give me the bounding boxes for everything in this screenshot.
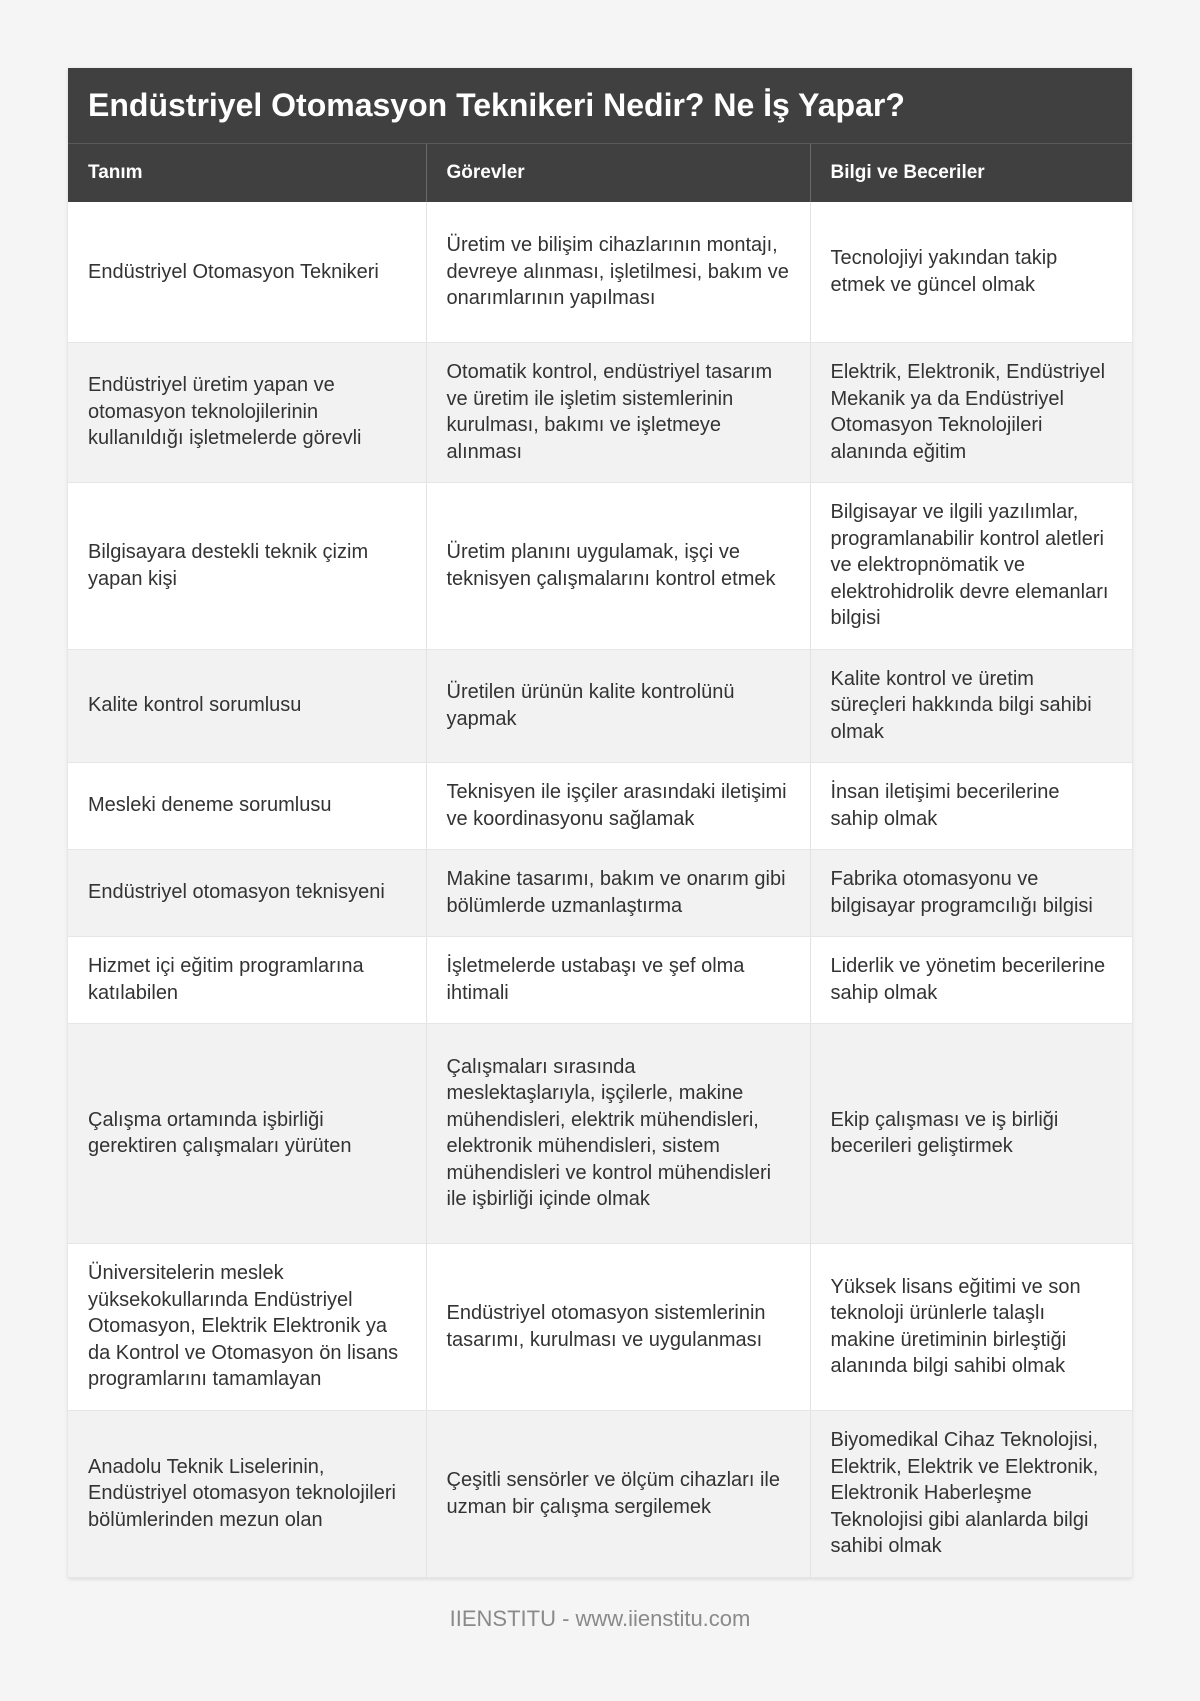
table-row xyxy=(68,649,1132,762)
table-cell: Endüstriyel otomasyon sistemlerinin tasarımı, kurulması ve uygulanması xyxy=(426,1243,810,1410)
table-cell: Endüstriyel Otomasyon Teknikeri xyxy=(68,202,426,342)
table-cell: Mesleki deneme sorumlusu xyxy=(68,762,426,849)
table-cell: Kalite kontrol sorumlusu xyxy=(68,649,426,762)
table-cell: Elektrik, Elektronik, Endüstriyel Mekanik ya da Endüstriyel Otomasyon Teknolojileri alanında eğitim xyxy=(810,342,1132,482)
table-cell: Üretilen ürünün kalite kontrolünü yapmak xyxy=(426,649,810,762)
table-cell: Bilgisayar ve ilgili yazılımlar, programlanabilir kontrol aletleri ve elektropnömatik ve elektrohidrolik devre elemanları bilgisi xyxy=(810,482,1132,649)
table-cell: Biyomedikal Cihaz Teknolojisi, Elektrik, Elektrik ve Elektronik, Elektronik Haberleşme Teknolojisi gibi alanlarda bilgi sahibi olmak xyxy=(810,1410,1132,1577)
table-cell: İşletmelerde ustabaşı ve şef olma ihtimali xyxy=(426,936,810,1023)
content-card xyxy=(68,68,1132,1578)
table-cell: Makine tasarımı, bakım ve onarım gibi bölümlerde uzmanlaştırma xyxy=(426,849,810,936)
table-cell: Teknisyen ile işçiler arasındaki iletişimi ve koordinasyonu sağlamak xyxy=(426,762,810,849)
column-header-gorevler: Görevler xyxy=(426,144,810,202)
table-cell: Endüstriyel otomasyon teknisyeni xyxy=(68,849,426,936)
table-cell: Anadolu Teknik Liselerinin, Endüstriyel otomasyon teknolojileri bölümlerinden mezun olan xyxy=(68,1410,426,1577)
table-row xyxy=(68,1410,1132,1577)
info-table xyxy=(68,144,1132,1578)
table-cell: Çalışma ortamında işbirliği gerektiren çalışmaları yürüten xyxy=(68,1023,426,1243)
table-cell: Bilgisayara destekli teknik çizim yapan kişi xyxy=(68,482,426,649)
table-header-row xyxy=(68,144,1132,202)
table-cell: Yüksek lisans eğitimi ve son teknoloji ürünlerle talaşlı makine üretiminin birleştiği alanında bilgi sahibi olmak xyxy=(810,1243,1132,1410)
table-cell: Hizmet içi eğitim programlarına katılabilen xyxy=(68,936,426,1023)
table-cell: Üretim planını uygulamak, işçi ve teknisyen çalışmalarını kontrol etmek xyxy=(426,482,810,649)
table-cell: Fabrika otomasyonu ve bilgisayar programcılığı bilgisi xyxy=(810,849,1132,936)
table-row xyxy=(68,1243,1132,1410)
column-header-tanim: Tanım xyxy=(68,144,426,202)
table-row xyxy=(68,936,1132,1023)
column-header-bilgi-beceriler: Bilgi ve Beceriler xyxy=(810,144,1132,202)
table-cell: Üniversitelerin meslek yüksekokullarında Endüstriyel Otomasyon, Elektrik Elektronik ya da Kontrol ve Otomasyon ön lisans programlarını tamamlayan xyxy=(68,1243,426,1410)
table-cell: Çeşitli sensörler ve ölçüm cihazları ile uzman bir çalışma sergilemek xyxy=(426,1410,810,1577)
table-cell: Kalite kontrol ve üretim süreçleri hakkında bilgi sahibi olmak xyxy=(810,649,1132,762)
table-row xyxy=(68,1023,1132,1243)
table-row xyxy=(68,762,1132,849)
table-cell: Tecnolojiyi yakından takip etmek ve güncel olmak xyxy=(810,202,1132,342)
page-title: Endüstriyel Otomasyon Teknikeri Nedir? Ne İş Yapar? xyxy=(68,68,1132,144)
table-row xyxy=(68,202,1132,342)
table-cell: Otomatik kontrol, endüstriyel tasarım ve üretim ile işletim sistemlerinin kurulması, bakımı ve işletmeye alınması xyxy=(426,342,810,482)
table-cell: Çalışmaları sırasında meslektaşlarıyla, işçilerle, makine mühendisleri, elektrik mühendisleri, elektronik mühendisleri, sistem mühendisleri ve kontrol mühendisleri ile işbirliği içinde olmak xyxy=(426,1023,810,1243)
table-cell: İnsan iletişimi becerilerine sahip olmak xyxy=(810,762,1132,849)
table-cell: Üretim ve bilişim cihazlarının montajı, devreye alınması, işletilmesi, bakım ve onarımlarının yapılması xyxy=(426,202,810,342)
table-cell: Endüstriyel üretim yapan ve otomasyon teknolojilerinin kullanıldığı işletmelerde görevli xyxy=(68,342,426,482)
table-cell: Ekip çalışması ve iş birliği becerileri geliştirmek xyxy=(810,1023,1132,1243)
table-row xyxy=(68,849,1132,936)
table-row xyxy=(68,482,1132,649)
table-cell: Liderlik ve yönetim becerilerine sahip olmak xyxy=(810,936,1132,1023)
footer-credit: IIENSTITU - www.iienstitu.com xyxy=(449,1606,751,1631)
table-row xyxy=(68,342,1132,482)
